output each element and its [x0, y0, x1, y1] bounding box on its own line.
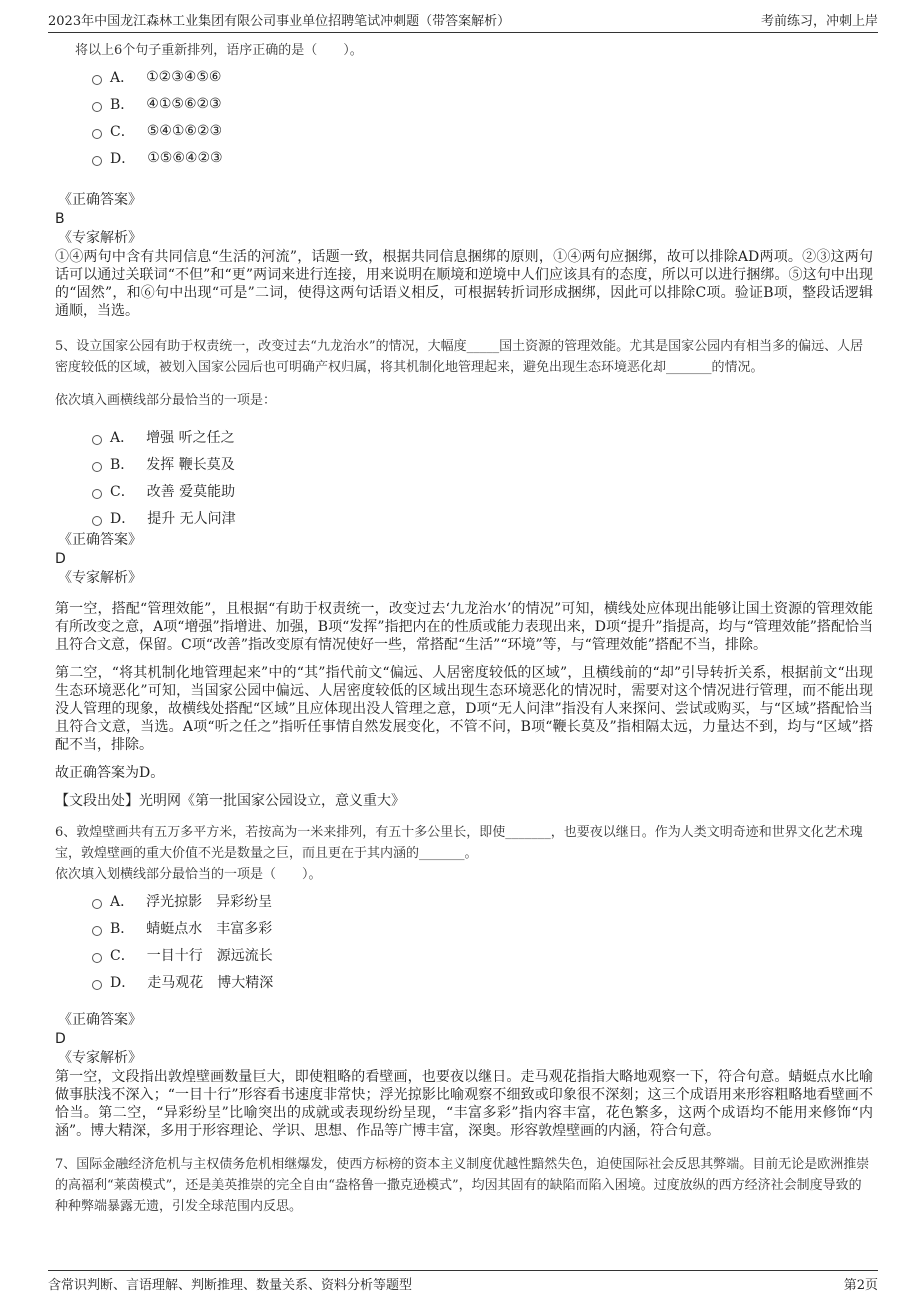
radio-icon[interactable]: [92, 435, 102, 445]
q4-answer: B: [55, 211, 65, 227]
radio-icon[interactable]: [92, 980, 102, 990]
q5-option-d[interactable]: D． 提升 无人问津: [92, 504, 873, 531]
radio-icon[interactable]: [92, 129, 102, 139]
q5-analysis-label: 《专家解析》: [58, 570, 142, 586]
q4-option-c[interactable]: C． ⑤④①⑥②③: [92, 117, 873, 144]
q4-option-d[interactable]: D． ①⑤⑥④②③: [92, 144, 873, 171]
q5-stem: 5、设立国家公园有助于权责统一，改变过去“九龙治水”的情况，大幅度_____国土资源的管理效能。尤其是国家公园内有相当多的偏远、人居密度较低的区域，被划入国家公园后也可明确产权归属，将其机制化地管理起来，避免出现生态环境恶化却_______的情况。: [55, 339, 864, 375]
q6-answer-label: 《正确答案》: [58, 1012, 142, 1028]
q6-options: [92, 887, 873, 995]
q4-analysis: ①④两句中含有共同信息“生活的河流”，话题一致，根据共同信息捆绑的原则，①④两句应捆绑，故可以排除AD两项。②③这两句话可以通过关联词“不但”和“更”两词来进行连接，用来说明在顺境和逆境中人们应该具有的态度，所以可以进行捆绑。⑤这句中出现的“固然”，和⑥句中出现“可是”二词，使得这两句话语义相反，可根据转折词形成捆绑，因此可以排除C项。验证B项，整段话逻辑通顺，当选。: [55, 249, 873, 319]
q5-prompt: 依次填入画横线部分最恰当的一项是：: [55, 393, 277, 408]
q4-option-b[interactable]: B． ④①⑤⑥②③: [92, 90, 873, 117]
q6-stem: 6、敦煌壁画共有五万多平方米，若按高为一米来排列，有五十多公里长，即使_______，也要夜以继日。作为人类文明奇迹和世界文化艺术瑰宝，敦煌壁画的重大价值不光是数量之巨，而且更在于其内涵的_______。: [55, 825, 863, 861]
q5-answer-label: 《正确答案》: [58, 532, 142, 548]
q6-prompt: 依次填入划横线部分最恰当的一项是（ ）。: [55, 867, 322, 882]
q6-answer: D: [55, 1031, 66, 1047]
q5-options: [92, 423, 873, 531]
q5-answer: D: [55, 551, 66, 567]
q6-option-b[interactable]: B． 蜻蜓点水 丰富多彩: [92, 914, 873, 941]
radio-icon[interactable]: [92, 156, 102, 166]
q4-stem: 将以上6个句子重新排列，语序正确的是（ ）。: [75, 43, 363, 58]
q5-option-a[interactable]: A． 增强 听之任之: [92, 423, 873, 450]
q4-options: [92, 63, 873, 171]
q5-option-b[interactable]: B． 发挥 鞭长莫及: [92, 450, 873, 477]
q5-option-c[interactable]: C． 改善 爱莫能助: [92, 477, 873, 504]
page-number: 第2页: [843, 1278, 878, 1293]
q4-answer-label: 《正确答案》: [58, 192, 142, 208]
footer-topics: 含常识判断、言语理解、判断推理、数量关系、资料分析等题型: [48, 1278, 413, 1293]
radio-icon[interactable]: [92, 899, 102, 909]
q6-option-d[interactable]: D． 走马观花 博大精深: [92, 968, 873, 995]
radio-icon[interactable]: [92, 926, 102, 936]
q6-option-c[interactable]: C． 一目十行 源远流长: [92, 941, 873, 968]
q4-option-a[interactable]: A． ①②③④⑤⑥: [92, 63, 873, 90]
page-header: [48, 10, 878, 33]
radio-icon[interactable]: [92, 516, 102, 526]
q5-source: 【文段出处】光明网《第一批国家公园设立，意义重大》: [55, 793, 405, 809]
header-title: 2023年中国龙江森林工业集团有限公司事业单位招聘笔试冲刺题（带答案解析）: [48, 14, 511, 29]
page-footer: [48, 1270, 878, 1293]
q7-stem: 7、国际金融经济危机与主权债务危机相继爆发，使西方标榜的资本主义制度优越性黯然失色，迫使国际社会反思其弊端。目前无论是欧洲推崇的高福利“莱茵模式”，还是美英推崇的完全自由“盎格鲁一撒克逊模式”，均因其固有的缺陷而陷入困境。过度放纵的西方经济社会制度导致的种种弊端暴露无遗，引发全球范围内反思。: [55, 1157, 870, 1214]
q5-analysis-para-3: 故正确答案为D。: [55, 765, 165, 781]
q6-option-a[interactable]: A． 浮光掠影 异彩纷呈: [92, 887, 873, 914]
radio-icon[interactable]: [92, 102, 102, 112]
q5-analysis-para-2: 第二空，“将其机制化地管理起来”中的“其”指代前文“偏远、人居密度较低的区域”，且横线前的“却”引导转折关系，根据前文“出现生态环境恶化”可知，当国家公园中偏远、人居密度较低的区域出现生态环境恶化的情况时，需要对这个情况进行管理，而不能出现没人管理的现象，故横线处搭配“区域”且应体现出没人管理之意，D项“无人问津”指没有人来探问、尝试或购买，与“区域”搭配恰当且符合文意，当选。A项“听之任之”指听任事情自然发展变化，不管不问，B项“鞭长莫及”指相隔太远，力量达不到，均与“区域”搭配不当，排除。: [55, 665, 873, 753]
radio-icon[interactable]: [92, 953, 102, 963]
radio-icon[interactable]: [92, 489, 102, 499]
radio-icon[interactable]: [92, 75, 102, 85]
header-slogan: 考前练习，冲刺上岸: [760, 14, 878, 29]
q6-analysis: 第一空，文段指出敦煌壁画数量巨大，即使粗略的看壁画，也要夜以继日。走马观花指指大略地观察一下，符合句意。蜻蜓点水比喻做事肤浅不深入；“一目十行”形容看书速度非常快；浮光掠影比喻观察不细致或印象很不深刻；这三个成语用来形容粗略地看壁画不恰当。第二空，“异彩纷呈”比喻突出的成就或表现纷纷呈现，“丰富多彩”指内容丰富，花色繁多，这两个成语均不能用来修饰“内涵”。博大精深，多用于形容理论、学识、思想、作品等广博丰富，深奥。形容敦煌壁画的内涵，符合句意。: [55, 1069, 873, 1139]
radio-icon[interactable]: [92, 462, 102, 472]
q5-analysis-para-1: 第一空，搭配“管理效能”，且根据“有助于权责统一，改变过去‘九龙治水’的情况”可知，横线处应体现出能够让国土资源的管理效能有所改变之意，A项“增强”指增进、加强，B项“发挥”指把内在的性质或能力表现出来，D项“提升”指提高，均与“管理效能”搭配恰当且符合文意，保留。C项“改善”指改变原有情况使好一些，常搭配“生活”“环境”等，与“管理效能”搭配不当，排除。: [55, 601, 873, 653]
q4-analysis-label: 《专家解析》: [58, 230, 142, 246]
page-content: [55, 40, 873, 1217]
q6-analysis-label: 《专家解析》: [58, 1050, 142, 1066]
